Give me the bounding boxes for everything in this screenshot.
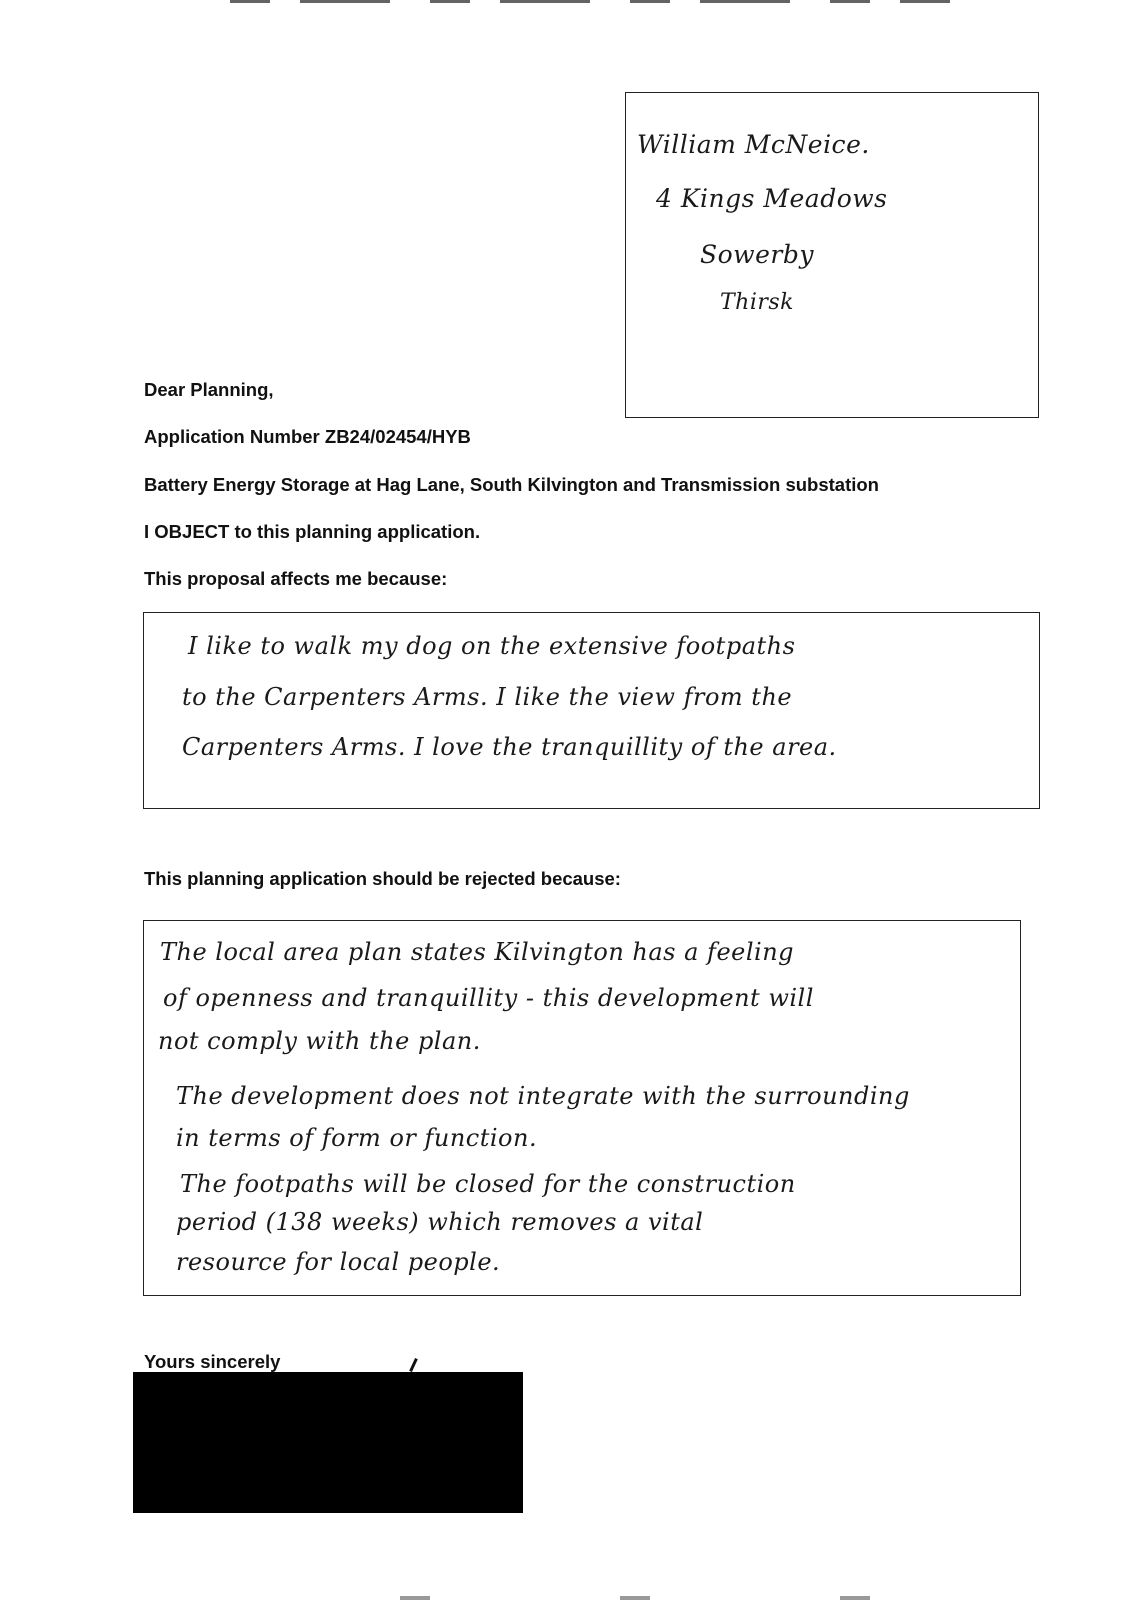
reject-line-5: in terms of form or function. (176, 1124, 538, 1152)
reject-line-3: not comply with the plan. (158, 1027, 481, 1055)
application-number: Application Number ZB24/02454/HYB (144, 426, 471, 447)
affects-line-3: Carpenters Arms. I love the tranquillity of the area. (182, 733, 837, 761)
objection-statement: I OBJECT to this planning application. (144, 521, 481, 542)
affects-line-1: I like to walk my dog on the extensive footpaths (188, 632, 796, 660)
signature-stroke (409, 1358, 418, 1372)
address-line-village: Sowerby (700, 240, 814, 269)
project-description: Battery Energy Storage at Hag Lane, South Kilvington and Transmission substation (144, 474, 879, 495)
affects-line-2: to the Carpenters Arms. I like the view from the (182, 683, 793, 711)
address-line-street: 4 Kings Meadows (656, 184, 888, 213)
address-line-town: Thirsk (720, 290, 795, 315)
affects-heading: This proposal affects me because: (144, 568, 448, 589)
reject-line-6: The footpaths will be closed for the construction (180, 1170, 796, 1198)
address-line-name: William McNeice. (637, 130, 870, 159)
reject-heading: This planning application should be rejected because: (144, 868, 621, 889)
reject-line-7: period (138 weeks) which removes a vital (176, 1208, 704, 1236)
closing: Yours sincerely (144, 1351, 281, 1372)
reject-line-1: The local area plan states Kilvington has a feeling (160, 938, 795, 966)
reject-line-2: of openness and tranquillity - this development will (163, 984, 814, 1012)
salutation: Dear Planning, (144, 379, 274, 400)
scan-edge-marks-bottom (400, 1596, 880, 1600)
signature-redaction (133, 1372, 523, 1513)
reject-line-8: resource for local people. (176, 1248, 501, 1276)
reject-line-4: The development does not integrate with the surrounding (176, 1082, 910, 1110)
scan-edge-marks-top (230, 0, 950, 3)
